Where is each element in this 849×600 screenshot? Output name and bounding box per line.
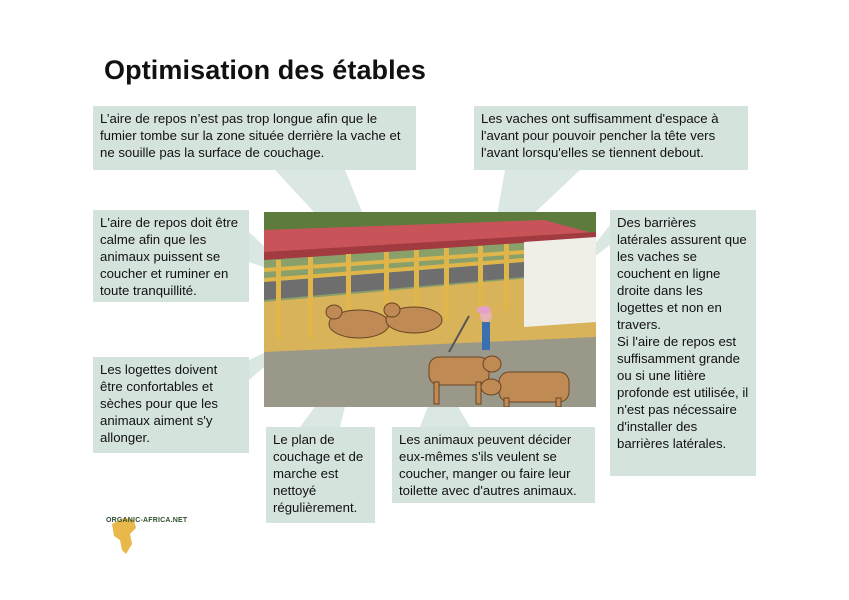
callout-clean-floor: Le plan de couchage et de marche est nettoyé régulièrement. xyxy=(266,427,375,523)
callout-comfortable-stalls: Les logettes doivent être confortables et sèches pour que les animaux aiment s'y allonger. xyxy=(93,357,249,453)
barn-illustration xyxy=(264,212,596,407)
logo-text: ORGANIC-AFRICA.NET xyxy=(106,517,188,524)
callout-head-space: Les vaches ont suffisamment d'espace à l'avant pour pouvoir pencher la tête vers l'avant lorsqu'elles se tiennent debout. xyxy=(474,106,748,170)
callout-animal-choice: Les animaux peuvent décider eux-mêmes s'ils veulent se coucher, manger ou faire leur toilette avec d'autres animaux. xyxy=(392,427,595,503)
callout-calm-rest-area: L'aire de repos doit être calme afin que les animaux puissent se coucher et ruminer en toute tranquillité. xyxy=(93,210,249,302)
callout-rest-area-length: L’aire de repos n’est pas trop longue afin que le fumier tombe sur la zone située derrière la vache et ne souille pas la surface de couchage. xyxy=(93,106,416,170)
page-title: Optimisation des étables xyxy=(104,55,426,85)
callout-side-barriers: Des barrières latérales assurent que les vaches se couchent en ligne droite dans les logettes et non en travers. Si l'aire de repos est suffisamment grande ou si une litière profonde est utilisée, il n'est pas nécessaire d'installer des barrières latérales. xyxy=(610,210,756,476)
